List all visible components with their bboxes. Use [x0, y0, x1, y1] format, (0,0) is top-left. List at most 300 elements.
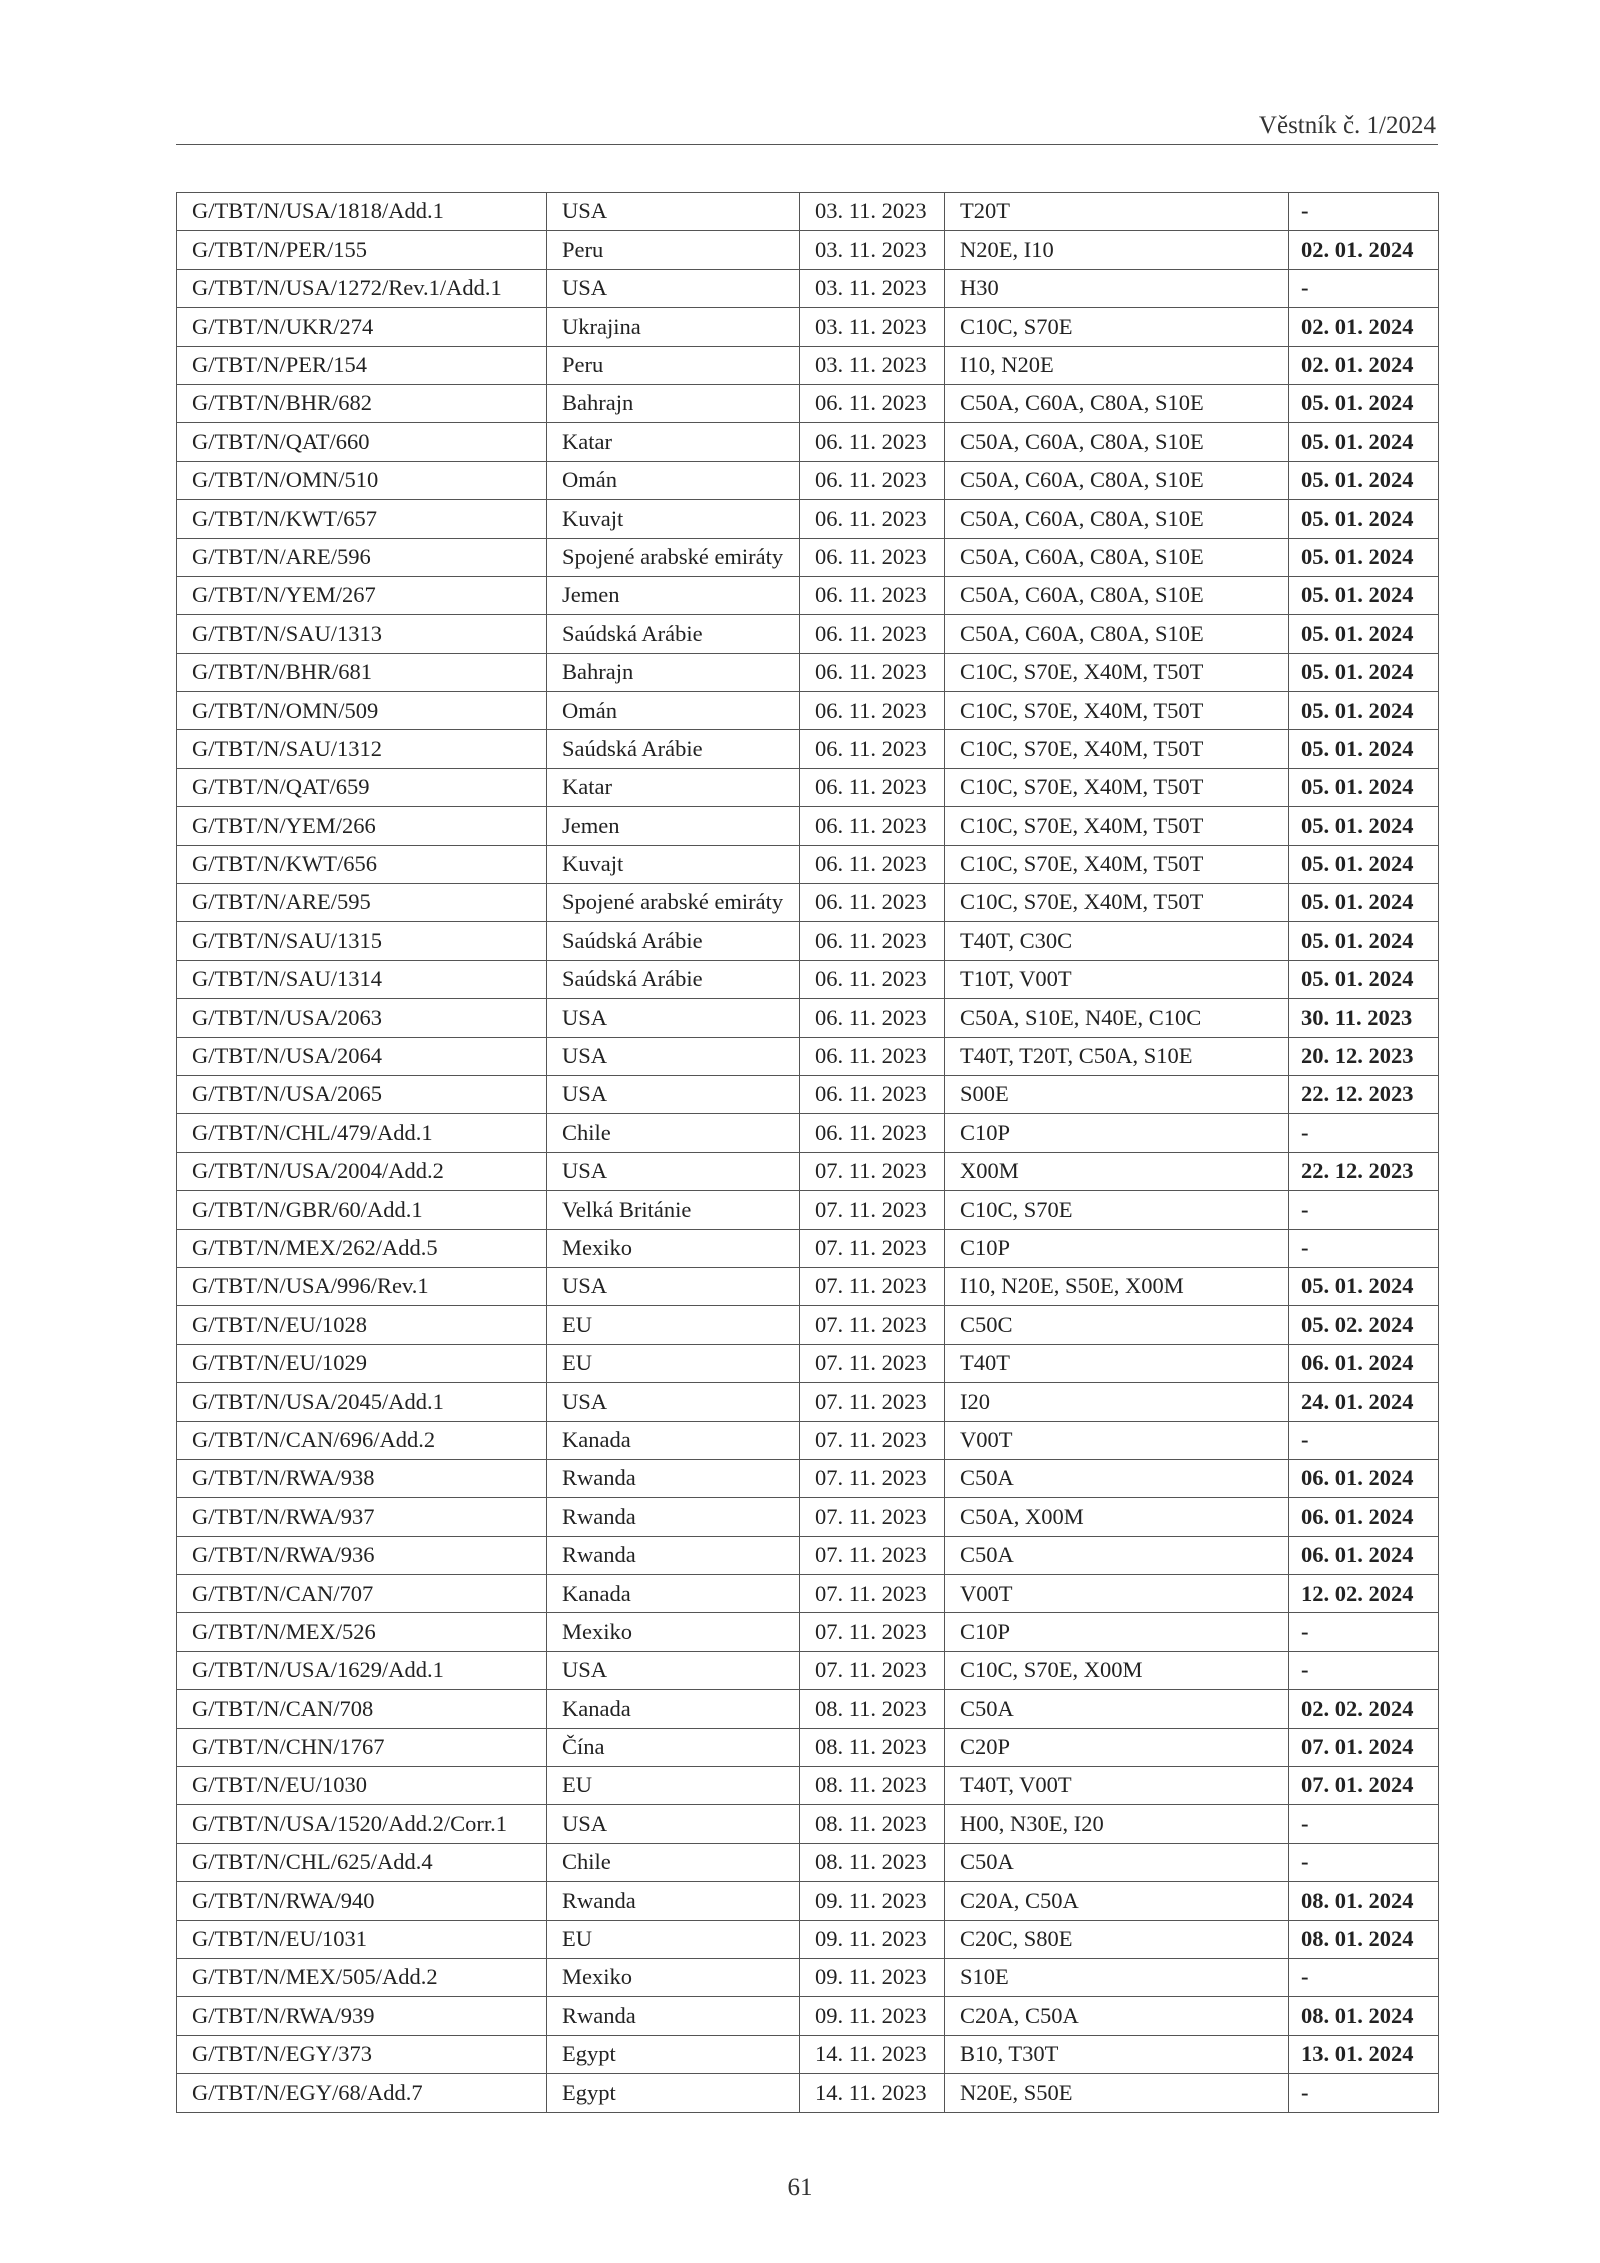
code-cell: C50A	[945, 1690, 1289, 1728]
comment-deadline-cell: 08. 01. 2024	[1289, 1997, 1439, 2035]
table-row	[177, 269, 1439, 307]
table-row	[177, 1575, 1439, 1613]
country-cell: Egypt	[547, 2074, 800, 2112]
country-cell: USA	[547, 269, 800, 307]
notification-date-cell: 06. 11. 2023	[800, 1037, 945, 1075]
code-cell: C20A, C50A	[945, 1882, 1289, 1920]
code-cell: T40T, C30C	[945, 922, 1289, 960]
table-row	[177, 308, 1439, 346]
notification-date-cell: 09. 11. 2023	[800, 1920, 945, 1958]
table-row	[177, 1114, 1439, 1152]
country-cell: Rwanda	[547, 1997, 800, 2035]
comment-deadline-cell: 05. 01. 2024	[1289, 692, 1439, 730]
document-symbol-cell: G/TBT/N/OMN/510	[177, 461, 547, 499]
comment-deadline-cell: 05. 01. 2024	[1289, 960, 1439, 998]
code-cell: C10P	[945, 1229, 1289, 1267]
table-row	[177, 1421, 1439, 1459]
notification-date-cell: 08. 11. 2023	[800, 1690, 945, 1728]
code-cell: C10P	[945, 1114, 1289, 1152]
comment-deadline-cell: -	[1289, 1191, 1439, 1229]
country-cell: Ukrajina	[547, 308, 800, 346]
code-cell: C20A, C50A	[945, 1997, 1289, 2035]
country-cell: EU	[547, 1344, 800, 1382]
document-symbol-cell: G/TBT/N/QAT/659	[177, 768, 547, 806]
document-symbol-cell: G/TBT/N/KWT/656	[177, 845, 547, 883]
comment-deadline-cell: 05. 01. 2024	[1289, 807, 1439, 845]
document-symbol-cell: G/TBT/N/RWA/937	[177, 1498, 547, 1536]
country-cell: Saúdská Arábie	[547, 960, 800, 998]
table-row	[177, 1728, 1439, 1766]
comment-deadline-cell: -	[1289, 1805, 1439, 1843]
table-row	[177, 193, 1439, 231]
code-cell: C10P	[945, 1613, 1289, 1651]
country-cell: Kanada	[547, 1575, 800, 1613]
document-symbol-cell: G/TBT/N/USA/2004/Add.2	[177, 1152, 547, 1190]
table-row	[177, 1651, 1439, 1689]
comment-deadline-cell: -	[1289, 1958, 1439, 1996]
notification-date-cell: 09. 11. 2023	[800, 1958, 945, 1996]
document-symbol-cell: G/TBT/N/SAU/1314	[177, 960, 547, 998]
country-cell: EU	[547, 1767, 800, 1805]
notification-date-cell: 06. 11. 2023	[800, 423, 945, 461]
notification-date-cell: 03. 11. 2023	[800, 269, 945, 307]
comment-deadline-cell: -	[1289, 1843, 1439, 1881]
document-symbol-cell: G/TBT/N/SAU/1313	[177, 615, 547, 653]
table-row	[177, 1805, 1439, 1843]
table-row	[177, 423, 1439, 461]
code-cell: C50A, S10E, N40E, C10C	[945, 999, 1289, 1037]
country-cell: Rwanda	[547, 1459, 800, 1497]
comment-deadline-cell: 06. 01. 2024	[1289, 1459, 1439, 1497]
document-symbol-cell: G/TBT/N/USA/996/Rev.1	[177, 1267, 547, 1305]
code-cell: C10C, S70E	[945, 308, 1289, 346]
notification-date-cell: 06. 11. 2023	[800, 807, 945, 845]
code-cell: C10C, S70E	[945, 1191, 1289, 1229]
code-cell: C10C, S70E, X40M, T50T	[945, 730, 1289, 768]
comment-deadline-cell: 08. 01. 2024	[1289, 1882, 1439, 1920]
comment-deadline-cell: -	[1289, 1651, 1439, 1689]
country-cell: Rwanda	[547, 1882, 800, 1920]
notification-date-cell: 07. 11. 2023	[800, 1651, 945, 1689]
country-cell: Jemen	[547, 807, 800, 845]
code-cell: C10C, S70E, X40M, T50T	[945, 692, 1289, 730]
comment-deadline-cell: 05. 01. 2024	[1289, 922, 1439, 960]
code-cell: C50A	[945, 1843, 1289, 1881]
comment-deadline-cell: 02. 01. 2024	[1289, 346, 1439, 384]
table-row	[177, 999, 1439, 1037]
notification-date-cell: 07. 11. 2023	[800, 1575, 945, 1613]
notification-date-cell: 06. 11. 2023	[800, 653, 945, 691]
notification-date-cell: 07. 11. 2023	[800, 1191, 945, 1229]
code-cell: H00, N30E, I20	[945, 1805, 1289, 1843]
document-symbol-cell: G/TBT/N/USA/1520/Add.2/Corr.1	[177, 1805, 547, 1843]
document-symbol-cell: G/TBT/N/CHL/625/Add.4	[177, 1843, 547, 1881]
comment-deadline-cell: 22. 12. 2023	[1289, 1152, 1439, 1190]
comment-deadline-cell: 06. 01. 2024	[1289, 1344, 1439, 1382]
document-symbol-cell: G/TBT/N/QAT/660	[177, 423, 547, 461]
document-symbol-cell: G/TBT/N/EU/1031	[177, 1920, 547, 1958]
country-cell: Katar	[547, 768, 800, 806]
country-cell: Spojené arabské emiráty	[547, 884, 800, 922]
comment-deadline-cell: 06. 01. 2024	[1289, 1498, 1439, 1536]
table-row	[177, 1075, 1439, 1113]
document-symbol-cell: G/TBT/N/PER/154	[177, 346, 547, 384]
notification-date-cell: 07. 11. 2023	[800, 1267, 945, 1305]
table-row	[177, 1152, 1439, 1190]
notification-date-cell: 03. 11. 2023	[800, 308, 945, 346]
table-row	[177, 884, 1439, 922]
table-row	[177, 730, 1439, 768]
code-cell: C50C	[945, 1306, 1289, 1344]
table-row	[177, 1383, 1439, 1421]
table-row	[177, 1882, 1439, 1920]
country-cell: Čína	[547, 1728, 800, 1766]
notification-date-cell: 06. 11. 2023	[800, 922, 945, 960]
code-cell: C20C, S80E	[945, 1920, 1289, 1958]
country-cell: USA	[547, 999, 800, 1037]
table-row	[177, 2035, 1439, 2073]
comment-deadline-cell: 05. 02. 2024	[1289, 1306, 1439, 1344]
notification-date-cell: 06. 11. 2023	[800, 692, 945, 730]
comment-deadline-cell: 05. 01. 2024	[1289, 538, 1439, 576]
document-symbol-cell: G/TBT/N/CAN/708	[177, 1690, 547, 1728]
document-symbol-cell: G/TBT/N/KWT/657	[177, 500, 547, 538]
table-row	[177, 1498, 1439, 1536]
comment-deadline-cell: 24. 01. 2024	[1289, 1383, 1439, 1421]
comment-deadline-cell: 05. 01. 2024	[1289, 461, 1439, 499]
code-cell: X00M	[945, 1152, 1289, 1190]
document-symbol-cell: G/TBT/N/USA/1272/Rev.1/Add.1	[177, 269, 547, 307]
code-cell: S00E	[945, 1075, 1289, 1113]
comment-deadline-cell: 05. 01. 2024	[1289, 730, 1439, 768]
code-cell: C10C, S70E, X40M, T50T	[945, 768, 1289, 806]
code-cell: C50A	[945, 1536, 1289, 1574]
code-cell: V00T	[945, 1421, 1289, 1459]
notification-table	[176, 192, 1439, 2113]
document-symbol-cell: G/TBT/N/PER/155	[177, 231, 547, 269]
country-cell: Mexiko	[547, 1958, 800, 1996]
comment-deadline-cell: 05. 01. 2024	[1289, 576, 1439, 614]
document-symbol-cell: G/TBT/N/EGY/373	[177, 2035, 547, 2073]
comment-deadline-cell: -	[1289, 1229, 1439, 1267]
country-cell: EU	[547, 1306, 800, 1344]
country-cell: USA	[547, 1152, 800, 1190]
table-row	[177, 576, 1439, 614]
comment-deadline-cell: 12. 02. 2024	[1289, 1575, 1439, 1613]
page-header	[176, 108, 1438, 145]
table-body	[177, 193, 1439, 2113]
table-row	[177, 1613, 1439, 1651]
country-cell: Kuvajt	[547, 500, 800, 538]
table-row	[177, 461, 1439, 499]
document-symbol-cell: G/TBT/N/CHL/479/Add.1	[177, 1114, 547, 1152]
page-number: 61	[787, 2174, 813, 2201]
document-symbol-cell: G/TBT/N/BHR/682	[177, 384, 547, 422]
country-cell: USA	[547, 1651, 800, 1689]
document-symbol-cell: G/TBT/N/MEX/526	[177, 1613, 547, 1651]
document-symbol-cell: G/TBT/N/USA/2065	[177, 1075, 547, 1113]
country-cell: USA	[547, 1383, 800, 1421]
comment-deadline-cell: 05. 01. 2024	[1289, 615, 1439, 653]
notification-date-cell: 06. 11. 2023	[800, 768, 945, 806]
comment-deadline-cell: -	[1289, 1114, 1439, 1152]
notification-date-cell: 14. 11. 2023	[800, 2074, 945, 2112]
table-row	[177, 384, 1439, 422]
comment-deadline-cell: 05. 01. 2024	[1289, 768, 1439, 806]
table-row	[177, 1459, 1439, 1497]
table-row	[177, 1344, 1439, 1382]
comment-deadline-cell: 05. 01. 2024	[1289, 423, 1439, 461]
code-cell: C10C, S70E, X40M, T50T	[945, 807, 1289, 845]
comment-deadline-cell: 22. 12. 2023	[1289, 1075, 1439, 1113]
comment-deadline-cell: 05. 01. 2024	[1289, 500, 1439, 538]
code-cell: T10T, V00T	[945, 960, 1289, 998]
comment-deadline-cell: 02. 02. 2024	[1289, 1690, 1439, 1728]
notification-date-cell: 06. 11. 2023	[800, 730, 945, 768]
notification-date-cell: 08. 11. 2023	[800, 1805, 945, 1843]
comment-deadline-cell: 07. 01. 2024	[1289, 1767, 1439, 1805]
code-cell: C50A, X00M	[945, 1498, 1289, 1536]
country-cell: Egypt	[547, 2035, 800, 2073]
comment-deadline-cell: 05. 01. 2024	[1289, 884, 1439, 922]
comment-deadline-cell: 05. 01. 2024	[1289, 845, 1439, 883]
country-cell: Kuvajt	[547, 845, 800, 883]
notification-date-cell: 06. 11. 2023	[800, 845, 945, 883]
code-cell: C50A, C60A, C80A, S10E	[945, 615, 1289, 653]
document-symbol-cell: G/TBT/N/CAN/707	[177, 1575, 547, 1613]
document-symbol-cell: G/TBT/N/USA/1818/Add.1	[177, 193, 547, 231]
code-cell: T20T	[945, 193, 1289, 231]
country-cell: Rwanda	[547, 1536, 800, 1574]
document-symbol-cell: G/TBT/N/GBR/60/Add.1	[177, 1191, 547, 1229]
comment-deadline-cell: 02. 01. 2024	[1289, 231, 1439, 269]
table-row	[177, 1843, 1439, 1881]
notification-date-cell: 07. 11. 2023	[800, 1459, 945, 1497]
notification-date-cell: 06. 11. 2023	[800, 500, 945, 538]
comment-deadline-cell: 06. 01. 2024	[1289, 1536, 1439, 1574]
notification-date-cell: 06. 11. 2023	[800, 576, 945, 614]
country-cell: Kanada	[547, 1690, 800, 1728]
table-row	[177, 615, 1439, 653]
notification-date-cell: 06. 11. 2023	[800, 960, 945, 998]
notification-date-cell: 09. 11. 2023	[800, 1882, 945, 1920]
document-symbol-cell: G/TBT/N/SAU/1315	[177, 922, 547, 960]
document-symbol-cell: G/TBT/N/BHR/681	[177, 653, 547, 691]
document-symbol-cell: G/TBT/N/MEX/505/Add.2	[177, 1958, 547, 1996]
table-row	[177, 692, 1439, 730]
notification-date-cell: 06. 11. 2023	[800, 615, 945, 653]
notification-date-cell: 07. 11. 2023	[800, 1498, 945, 1536]
notification-date-cell: 06. 11. 2023	[800, 384, 945, 422]
country-cell: USA	[547, 1037, 800, 1075]
comment-deadline-cell: -	[1289, 1421, 1439, 1459]
document-symbol-cell: G/TBT/N/ARE/596	[177, 538, 547, 576]
country-cell: Rwanda	[547, 1498, 800, 1536]
table-row	[177, 1037, 1439, 1075]
comment-deadline-cell: 05. 01. 2024	[1289, 384, 1439, 422]
table-row	[177, 1997, 1439, 2035]
table-row	[177, 807, 1439, 845]
notification-date-cell: 03. 11. 2023	[800, 231, 945, 269]
document-symbol-cell: G/TBT/N/OMN/509	[177, 692, 547, 730]
notification-date-cell: 06. 11. 2023	[800, 999, 945, 1037]
country-cell: Bahrajn	[547, 384, 800, 422]
document-symbol-cell: G/TBT/N/RWA/940	[177, 1882, 547, 1920]
comment-deadline-cell: -	[1289, 193, 1439, 231]
country-cell: Saúdská Arábie	[547, 730, 800, 768]
code-cell: S10E	[945, 1958, 1289, 1996]
notification-date-cell: 07. 11. 2023	[800, 1152, 945, 1190]
notification-date-cell: 03. 11. 2023	[800, 193, 945, 231]
table-row	[177, 231, 1439, 269]
code-cell: C50A, C60A, C80A, S10E	[945, 576, 1289, 614]
table-row	[177, 1536, 1439, 1574]
country-cell: Mexiko	[547, 1229, 800, 1267]
comment-deadline-cell: 07. 01. 2024	[1289, 1728, 1439, 1766]
table-row	[177, 1267, 1439, 1305]
country-cell: USA	[547, 1805, 800, 1843]
notification-date-cell: 06. 11. 2023	[800, 461, 945, 499]
document-symbol-cell: G/TBT/N/YEM/267	[177, 576, 547, 614]
table-row	[177, 1767, 1439, 1805]
code-cell: C10C, S70E, X00M	[945, 1651, 1289, 1689]
code-cell: C10C, S70E, X40M, T50T	[945, 653, 1289, 691]
notification-date-cell: 07. 11. 2023	[800, 1536, 945, 1574]
country-cell: Peru	[547, 231, 800, 269]
country-cell: EU	[547, 1920, 800, 1958]
document-symbol-cell: G/TBT/N/UKR/274	[177, 308, 547, 346]
code-cell: T40T, V00T	[945, 1767, 1289, 1805]
code-cell: I20	[945, 1383, 1289, 1421]
country-cell: Katar	[547, 423, 800, 461]
table-row	[177, 500, 1439, 538]
table-row	[177, 653, 1439, 691]
document-symbol-cell: G/TBT/N/USA/2064	[177, 1037, 547, 1075]
comment-deadline-cell: 20. 12. 2023	[1289, 1037, 1439, 1075]
document-symbol-cell: G/TBT/N/CHN/1767	[177, 1728, 547, 1766]
document-symbol-cell: G/TBT/N/RWA/938	[177, 1459, 547, 1497]
comment-deadline-cell: 05. 01. 2024	[1289, 653, 1439, 691]
table-row	[177, 1958, 1439, 1996]
document-symbol-cell: G/TBT/N/USA/2063	[177, 999, 547, 1037]
document-symbol-cell: G/TBT/N/ARE/595	[177, 884, 547, 922]
comment-deadline-cell: -	[1289, 2074, 1439, 2112]
country-cell: Velká Británie	[547, 1191, 800, 1229]
comment-deadline-cell: 05. 01. 2024	[1289, 1267, 1439, 1305]
code-cell: V00T	[945, 1575, 1289, 1613]
notification-date-cell: 06. 11. 2023	[800, 538, 945, 576]
country-cell: Peru	[547, 346, 800, 384]
comment-deadline-cell: 02. 01. 2024	[1289, 308, 1439, 346]
table-row	[177, 922, 1439, 960]
document-symbol-cell: G/TBT/N/USA/2045/Add.1	[177, 1383, 547, 1421]
notification-date-cell: 07. 11. 2023	[800, 1344, 945, 1382]
notification-date-cell: 03. 11. 2023	[800, 346, 945, 384]
document-symbol-cell: G/TBT/N/RWA/939	[177, 1997, 547, 2035]
table-row	[177, 2074, 1439, 2112]
document-symbol-cell: G/TBT/N/YEM/266	[177, 807, 547, 845]
table-row	[177, 1229, 1439, 1267]
country-cell: Omán	[547, 692, 800, 730]
country-cell: Jemen	[547, 576, 800, 614]
country-cell: USA	[547, 1075, 800, 1113]
table-row	[177, 768, 1439, 806]
country-cell: USA	[547, 193, 800, 231]
country-cell: Saúdská Arábie	[547, 922, 800, 960]
document-symbol-cell: G/TBT/N/USA/1629/Add.1	[177, 1651, 547, 1689]
comment-deadline-cell: 08. 01. 2024	[1289, 1920, 1439, 1958]
document-symbol-cell: G/TBT/N/CAN/696/Add.2	[177, 1421, 547, 1459]
notification-date-cell: 07. 11. 2023	[800, 1229, 945, 1267]
notification-date-cell: 07. 11. 2023	[800, 1421, 945, 1459]
code-cell: H30	[945, 269, 1289, 307]
table-row	[177, 845, 1439, 883]
code-cell: N20E, S50E	[945, 2074, 1289, 2112]
table-row	[177, 538, 1439, 576]
code-cell: C10C, S70E, X40M, T50T	[945, 884, 1289, 922]
table-row	[177, 1306, 1439, 1344]
comment-deadline-cell: 30. 11. 2023	[1289, 999, 1439, 1037]
code-cell: T40T	[945, 1344, 1289, 1382]
document-symbol-cell: G/TBT/N/EU/1028	[177, 1306, 547, 1344]
country-cell: USA	[547, 1267, 800, 1305]
table-row	[177, 346, 1439, 384]
document-symbol-cell: G/TBT/N/SAU/1312	[177, 730, 547, 768]
table-row	[177, 1191, 1439, 1229]
notification-date-cell: 06. 11. 2023	[800, 884, 945, 922]
country-cell: Kanada	[547, 1421, 800, 1459]
country-cell: Omán	[547, 461, 800, 499]
code-cell: T40T, T20T, C50A, S10E	[945, 1037, 1289, 1075]
notification-date-cell: 06. 11. 2023	[800, 1075, 945, 1113]
document-symbol-cell: G/TBT/N/EGY/68/Add.7	[177, 2074, 547, 2112]
country-cell: Chile	[547, 1114, 800, 1152]
notification-date-cell: 09. 11. 2023	[800, 1997, 945, 2035]
code-cell: C50A, C60A, C80A, S10E	[945, 461, 1289, 499]
code-cell: I10, N20E	[945, 346, 1289, 384]
comment-deadline-cell: -	[1289, 1613, 1439, 1651]
code-cell: I10, N20E, S50E, X00M	[945, 1267, 1289, 1305]
code-cell: N20E, I10	[945, 231, 1289, 269]
country-cell: Chile	[547, 1843, 800, 1881]
document-symbol-cell: G/TBT/N/RWA/936	[177, 1536, 547, 1574]
code-cell: B10, T30T	[945, 2035, 1289, 2073]
notification-date-cell: 08. 11. 2023	[800, 1767, 945, 1805]
notification-date-cell: 07. 11. 2023	[800, 1383, 945, 1421]
table-row	[177, 1690, 1439, 1728]
notification-date-cell: 14. 11. 2023	[800, 2035, 945, 2073]
table-row	[177, 1920, 1439, 1958]
notification-date-cell: 07. 11. 2023	[800, 1306, 945, 1344]
notification-date-cell: 08. 11. 2023	[800, 1843, 945, 1881]
notification-date-cell: 08. 11. 2023	[800, 1728, 945, 1766]
comment-deadline-cell: 13. 01. 2024	[1289, 2035, 1439, 2073]
document-symbol-cell: G/TBT/N/EU/1029	[177, 1344, 547, 1382]
code-cell: C50A, C60A, C80A, S10E	[945, 423, 1289, 461]
code-cell: C50A, C60A, C80A, S10E	[945, 384, 1289, 422]
country-cell: Bahrajn	[547, 653, 800, 691]
document-symbol-cell: G/TBT/N/EU/1030	[177, 1767, 547, 1805]
table-row	[177, 960, 1439, 998]
country-cell: Spojené arabské emiráty	[547, 538, 800, 576]
comment-deadline-cell: -	[1289, 269, 1439, 307]
code-cell: C10C, S70E, X40M, T50T	[945, 845, 1289, 883]
journal-title: Věstník č. 1/2024	[1258, 112, 1436, 139]
code-cell: C50A, C60A, C80A, S10E	[945, 538, 1289, 576]
code-cell: C50A	[945, 1459, 1289, 1497]
country-cell: Saúdská Arábie	[547, 615, 800, 653]
code-cell: C20P	[945, 1728, 1289, 1766]
